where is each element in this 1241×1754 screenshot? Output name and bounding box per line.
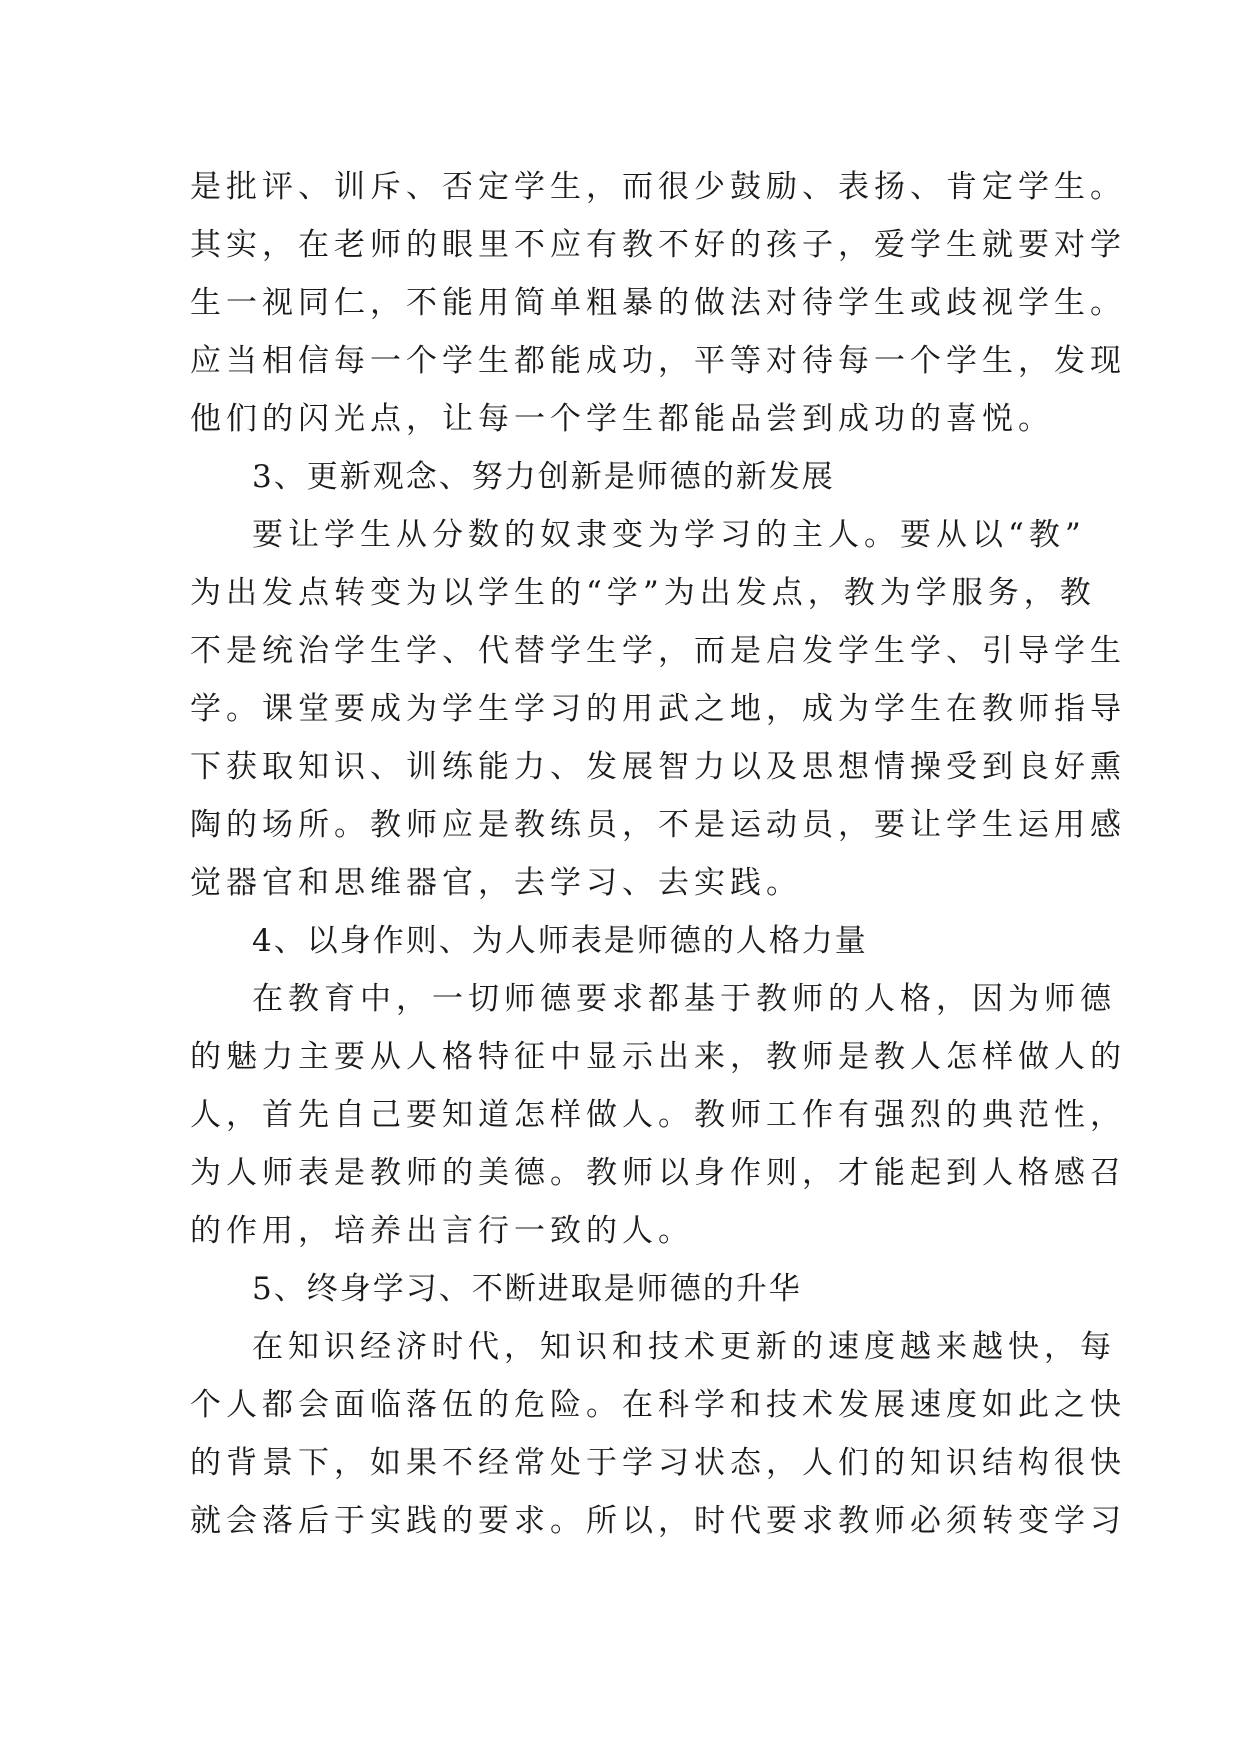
text-line: 觉器官和思维器官，去学习、去实践。	[190, 865, 802, 901]
text-line: 他们的闪光点，让每一个学生都能品尝到成功的喜悦。	[190, 401, 1054, 437]
document-body	[190, 158, 1126, 1550]
text-line: 其实，在老师的眼里不应有教不好的孩子，爱学生就要对学	[190, 227, 1126, 263]
text-line: 的作用，培养出言行一致的人。	[190, 1213, 694, 1249]
text-line: 就会落后于实践的要求。所以，时代要求教师必须转变学习	[190, 1503, 1126, 1539]
section-heading: 4、以身作则、为人师表是师德的人格力量	[252, 923, 868, 959]
text-line: 的背景下，如果不经常处于学习状态，人们的知识结构很快	[190, 1445, 1126, 1481]
text-line: 个人都会面临落伍的危险。在科学和技术发展速度如此之快	[190, 1387, 1126, 1423]
text-line: 陶的场所。教师应是教练员，不是运动员，要让学生运用感	[190, 807, 1126, 843]
text-line: 学。课堂要成为学生学习的用武之地，成为学生在教师指导	[190, 691, 1126, 727]
section-heading: 3、更新观念、努力创新是师德的新发展	[252, 459, 835, 495]
text-line: 为人师表是教师的美德。教师以身作则，才能起到人格感召	[190, 1155, 1126, 1191]
text-line: 生一视同仁，不能用简单粗暴的做法对待学生或歧视学生。	[190, 285, 1126, 321]
text-line: 是批评、训斥、否定学生，而很少鼓励、表扬、肯定学生。	[190, 169, 1126, 205]
text-line: 在知识经济时代，知识和技术更新的速度越来越快，每	[252, 1329, 1116, 1365]
text-line: 下获取知识、训练能力、发展智力以及思想情操受到良好熏	[190, 749, 1126, 785]
text-line: 不是统治学生学、代替学生学，而是启发学生学、引导学生	[190, 633, 1126, 669]
text-line: 在教育中，一切师德要求都基于教师的人格，因为师德	[252, 981, 1116, 1017]
text-line: 要让学生从分数的奴隶变为学习的主人。要从以“教”	[252, 517, 1086, 553]
text-line: 的魅力主要从人格特征中显示出来，教师是教人怎样做人的	[190, 1039, 1126, 1075]
text-line: 人，首先自己要知道怎样做人。教师工作有强烈的典范性，	[190, 1097, 1126, 1133]
text-line: 为出发点转变为以学生的“学”为出发点，教为学服务，教	[190, 575, 1096, 611]
section-heading: 5、终身学习、不断进取是师德的升华	[252, 1271, 802, 1307]
text-line: 应当相信每一个学生都能成功，平等对待每一个学生，发现	[190, 343, 1126, 379]
